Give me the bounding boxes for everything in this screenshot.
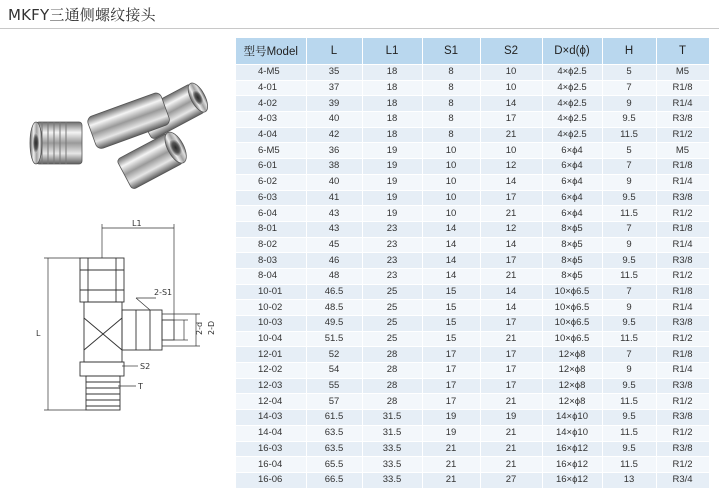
cell-s2: 21 xyxy=(480,127,542,143)
cell-s2: 21 xyxy=(480,331,542,347)
cell-l: 57 xyxy=(306,394,362,410)
cell-model: 8-02 xyxy=(236,237,306,253)
cell-h: 7 xyxy=(602,159,656,175)
cell-model: 12-03 xyxy=(236,378,306,394)
cell-s1: 8 xyxy=(422,127,480,143)
cell-model: 10-04 xyxy=(236,331,306,347)
cell-t: R1/4 xyxy=(656,300,709,316)
cell-dxd: 10×ϕ6.5 xyxy=(542,316,602,332)
cell-l: 54 xyxy=(306,363,362,379)
cell-t: R1/2 xyxy=(656,268,709,284)
table-row xyxy=(236,331,709,347)
cell-l: 42 xyxy=(306,127,362,143)
cell-t: R1/2 xyxy=(656,127,709,143)
cell-l: 36 xyxy=(306,143,362,159)
dim-label-2d-small: 2-d xyxy=(195,321,204,335)
cell-dxd: 16×ϕ12 xyxy=(542,472,602,488)
cell-t: R3/8 xyxy=(656,441,709,457)
cell-l1: 18 xyxy=(362,112,422,128)
table-row xyxy=(236,80,709,96)
cell-l1: 28 xyxy=(362,347,422,363)
cell-model: 12-02 xyxy=(236,363,306,379)
cell-h: 11.5 xyxy=(602,457,656,473)
table-row xyxy=(236,425,709,441)
cell-model: 4-01 xyxy=(236,80,306,96)
cell-dxd: 12×ϕ8 xyxy=(542,347,602,363)
cell-h: 9.5 xyxy=(602,112,656,128)
cell-model: 8-04 xyxy=(236,268,306,284)
product-photo xyxy=(28,72,218,192)
cell-s1: 21 xyxy=(422,441,480,457)
dimension-drawing xyxy=(28,218,228,418)
page-title: MKFY三通侧螺纹接头 xyxy=(8,6,156,24)
cell-s1: 10 xyxy=(422,174,480,190)
cell-s2: 21 xyxy=(480,425,542,441)
dim-label-2d-large: 2-D xyxy=(207,320,216,335)
cell-l1: 23 xyxy=(362,253,422,269)
cell-model: 12-04 xyxy=(236,394,306,410)
table-row xyxy=(236,143,709,159)
cell-s2: 21 xyxy=(480,206,542,222)
cell-l: 52 xyxy=(306,347,362,363)
cell-model: 6-01 xyxy=(236,159,306,175)
cell-h: 5 xyxy=(602,143,656,159)
spec-table-body xyxy=(236,65,709,489)
cell-s1: 17 xyxy=(422,378,480,394)
cell-dxd: 16×ϕ12 xyxy=(542,441,602,457)
cell-model: 14-03 xyxy=(236,410,306,426)
dim-label-2s1: 2-S1 xyxy=(154,288,173,297)
cell-l1: 19 xyxy=(362,143,422,159)
table-row xyxy=(236,378,709,394)
cell-dxd: 10×ϕ6.5 xyxy=(542,300,602,316)
table-row xyxy=(236,347,709,363)
cell-s1: 15 xyxy=(422,316,480,332)
cell-h: 9 xyxy=(602,96,656,112)
cell-l: 45 xyxy=(306,237,362,253)
cell-l: 35 xyxy=(306,65,362,81)
cell-dxd: 4×ϕ2.5 xyxy=(542,65,602,81)
cell-l1: 25 xyxy=(362,284,422,300)
header-l1: L1 xyxy=(362,38,422,65)
cell-t: R1/2 xyxy=(656,394,709,410)
cell-h: 11.5 xyxy=(602,394,656,410)
cell-t: R1/4 xyxy=(656,96,709,112)
cell-t: R1/4 xyxy=(656,363,709,379)
cell-s2: 14 xyxy=(480,237,542,253)
table-row xyxy=(236,174,709,190)
cell-l1: 19 xyxy=(362,174,422,190)
cell-s2: 10 xyxy=(480,65,542,81)
cell-l: 39 xyxy=(306,96,362,112)
cell-dxd: 12×ϕ8 xyxy=(542,394,602,410)
cell-s2: 21 xyxy=(480,441,542,457)
cell-h: 9.5 xyxy=(602,378,656,394)
cell-s1: 10 xyxy=(422,159,480,175)
cell-l: 55 xyxy=(306,378,362,394)
cell-t: R1/8 xyxy=(656,347,709,363)
cell-s1: 17 xyxy=(422,394,480,410)
cell-s2: 21 xyxy=(480,394,542,410)
cell-s2: 10 xyxy=(480,143,542,159)
cell-dxd: 6×ϕ4 xyxy=(542,159,602,175)
cell-t: R3/8 xyxy=(656,316,709,332)
cell-t: R1/2 xyxy=(656,331,709,347)
cell-h: 9 xyxy=(602,237,656,253)
cell-dxd: 14×ϕ10 xyxy=(542,425,602,441)
cell-l1: 18 xyxy=(362,80,422,96)
cell-l1: 28 xyxy=(362,394,422,410)
cell-l: 46.5 xyxy=(306,284,362,300)
cell-model: 6-M5 xyxy=(236,143,306,159)
cell-l1: 25 xyxy=(362,316,422,332)
cell-l1: 25 xyxy=(362,300,422,316)
cell-t: R1/2 xyxy=(656,457,709,473)
cell-dxd: 4×ϕ2.5 xyxy=(542,112,602,128)
cell-t: M5 xyxy=(656,143,709,159)
table-row xyxy=(236,190,709,206)
cell-s1: 15 xyxy=(422,284,480,300)
spec-table xyxy=(236,38,710,489)
header-dxd: D×d(ϕ) xyxy=(542,38,602,65)
cell-model: 6-02 xyxy=(236,174,306,190)
cell-l1: 33.5 xyxy=(362,441,422,457)
cell-s2: 19 xyxy=(480,410,542,426)
cell-s2: 17 xyxy=(480,253,542,269)
dim-label-s2: S2 xyxy=(140,362,151,371)
header-h: H xyxy=(602,38,656,65)
cell-l: 46 xyxy=(306,253,362,269)
cell-dxd: 4×ϕ2.5 xyxy=(542,96,602,112)
cell-model: 10-02 xyxy=(236,300,306,316)
cell-dxd: 8×ϕ5 xyxy=(542,237,602,253)
cell-h: 13 xyxy=(602,472,656,488)
cell-l1: 23 xyxy=(362,221,422,237)
cell-dxd: 8×ϕ5 xyxy=(542,253,602,269)
cell-s2: 17 xyxy=(480,112,542,128)
cell-h: 11.5 xyxy=(602,268,656,284)
cell-h: 11.5 xyxy=(602,206,656,222)
table-row xyxy=(236,394,709,410)
table-row xyxy=(236,237,709,253)
cell-l: 41 xyxy=(306,190,362,206)
cell-dxd: 4×ϕ2.5 xyxy=(542,127,602,143)
cell-s2: 17 xyxy=(480,316,542,332)
cell-t: R1/2 xyxy=(656,206,709,222)
cell-model: 4-04 xyxy=(236,127,306,143)
cell-s1: 10 xyxy=(422,143,480,159)
cell-l: 48 xyxy=(306,268,362,284)
header-l: L xyxy=(306,38,362,65)
cell-model: 4-03 xyxy=(236,112,306,128)
cell-s1: 8 xyxy=(422,80,480,96)
cell-l1: 18 xyxy=(362,65,422,81)
cell-l1: 31.5 xyxy=(362,410,422,426)
cell-l: 65.5 xyxy=(306,457,362,473)
cell-s1: 14 xyxy=(422,253,480,269)
cell-dxd: 12×ϕ8 xyxy=(542,378,602,394)
table-row xyxy=(236,284,709,300)
table-row xyxy=(236,316,709,332)
cell-l1: 19 xyxy=(362,206,422,222)
cell-model: 16-04 xyxy=(236,457,306,473)
cell-dxd: 6×ϕ4 xyxy=(542,190,602,206)
cell-model: 16-03 xyxy=(236,441,306,457)
title-divider xyxy=(0,28,719,29)
cell-dxd: 8×ϕ5 xyxy=(542,221,602,237)
cell-t: M5 xyxy=(656,65,709,81)
cell-l1: 28 xyxy=(362,378,422,394)
cell-s2: 17 xyxy=(480,190,542,206)
cell-s1: 14 xyxy=(422,221,480,237)
cell-model: 16-06 xyxy=(236,472,306,488)
cell-l: 63.5 xyxy=(306,441,362,457)
cell-l1: 23 xyxy=(362,268,422,284)
cell-l: 40 xyxy=(306,112,362,128)
table-row xyxy=(236,96,709,112)
table-row xyxy=(236,253,709,269)
cell-s2: 17 xyxy=(480,347,542,363)
cell-l: 61.5 xyxy=(306,410,362,426)
cell-s2: 14 xyxy=(480,284,542,300)
table-row xyxy=(236,159,709,175)
header-s2: S2 xyxy=(480,38,542,65)
cell-s1: 15 xyxy=(422,331,480,347)
cell-t: R1/8 xyxy=(656,221,709,237)
cell-t: R1/4 xyxy=(656,237,709,253)
spec-table-header xyxy=(236,38,709,65)
cell-s1: 14 xyxy=(422,268,480,284)
cell-dxd: 8×ϕ5 xyxy=(542,268,602,284)
cell-l: 43 xyxy=(306,221,362,237)
cell-s1: 8 xyxy=(422,65,480,81)
cell-t: R3/4 xyxy=(656,472,709,488)
cell-dxd: 10×ϕ6.5 xyxy=(542,284,602,300)
cell-h: 9.5 xyxy=(602,410,656,426)
cell-l1: 19 xyxy=(362,159,422,175)
cell-model: 4-M5 xyxy=(236,65,306,81)
cell-l1: 33.5 xyxy=(362,457,422,473)
cell-s1: 15 xyxy=(422,300,480,316)
table-row xyxy=(236,206,709,222)
table-row xyxy=(236,65,709,81)
cell-s2: 10 xyxy=(480,80,542,96)
cell-s2: 17 xyxy=(480,378,542,394)
cell-s2: 14 xyxy=(480,96,542,112)
dim-label-l1: L1 xyxy=(132,219,142,228)
cell-h: 9.5 xyxy=(602,316,656,332)
cell-model: 6-03 xyxy=(236,190,306,206)
cell-t: R3/8 xyxy=(656,410,709,426)
cell-h: 11.5 xyxy=(602,331,656,347)
cell-dxd: 10×ϕ6.5 xyxy=(542,331,602,347)
cell-l1: 18 xyxy=(362,96,422,112)
cell-model: 6-04 xyxy=(236,206,306,222)
cell-t: R1/4 xyxy=(656,174,709,190)
cell-t: R1/8 xyxy=(656,284,709,300)
cell-l1: 33.5 xyxy=(362,472,422,488)
cell-t: R1/8 xyxy=(656,80,709,96)
cell-h: 7 xyxy=(602,221,656,237)
cell-t: R3/8 xyxy=(656,112,709,128)
dim-label-l: L xyxy=(36,329,41,338)
cell-s1: 21 xyxy=(422,472,480,488)
cell-s1: 21 xyxy=(422,457,480,473)
table-row xyxy=(236,300,709,316)
cell-s1: 10 xyxy=(422,206,480,222)
cell-s1: 17 xyxy=(422,347,480,363)
header-model: 型号Model xyxy=(236,38,306,65)
cell-s1: 17 xyxy=(422,363,480,379)
cell-model: 14-04 xyxy=(236,425,306,441)
cell-l1: 25 xyxy=(362,331,422,347)
cell-t: R3/8 xyxy=(656,378,709,394)
cell-s2: 14 xyxy=(480,300,542,316)
cell-dxd: 6×ϕ4 xyxy=(542,174,602,190)
cell-h: 9 xyxy=(602,300,656,316)
table-row xyxy=(236,472,709,488)
table-row xyxy=(236,221,709,237)
cell-h: 11.5 xyxy=(602,425,656,441)
cell-l1: 19 xyxy=(362,190,422,206)
cell-l: 38 xyxy=(306,159,362,175)
table-row xyxy=(236,112,709,128)
table-row xyxy=(236,363,709,379)
dim-label-t: T xyxy=(138,382,143,391)
cell-model: 10-03 xyxy=(236,316,306,332)
cell-s2: 21 xyxy=(480,268,542,284)
cell-s1: 19 xyxy=(422,425,480,441)
cell-h: 7 xyxy=(602,284,656,300)
cell-model: 10-01 xyxy=(236,284,306,300)
cell-l1: 28 xyxy=(362,363,422,379)
cell-s1: 19 xyxy=(422,410,480,426)
cell-h: 5 xyxy=(602,65,656,81)
cell-h: 9 xyxy=(602,363,656,379)
cell-model: 8-03 xyxy=(236,253,306,269)
table-row xyxy=(236,268,709,284)
cell-h: 9.5 xyxy=(602,441,656,457)
cell-s2: 21 xyxy=(480,457,542,473)
cell-h: 9.5 xyxy=(602,190,656,206)
cell-s1: 8 xyxy=(422,96,480,112)
cell-dxd: 14×ϕ10 xyxy=(542,410,602,426)
cell-dxd: 6×ϕ4 xyxy=(542,143,602,159)
cell-s2: 17 xyxy=(480,363,542,379)
cell-h: 9.5 xyxy=(602,253,656,269)
cell-h: 7 xyxy=(602,80,656,96)
cell-h: 11.5 xyxy=(602,127,656,143)
cell-t: R3/8 xyxy=(656,253,709,269)
cell-t: R1/2 xyxy=(656,425,709,441)
cell-t: R3/8 xyxy=(656,190,709,206)
header-s1: S1 xyxy=(422,38,480,65)
cell-h: 7 xyxy=(602,347,656,363)
table-row xyxy=(236,410,709,426)
table-row xyxy=(236,127,709,143)
header-t: T xyxy=(656,38,709,65)
cell-model: 4-02 xyxy=(236,96,306,112)
cell-s1: 8 xyxy=(422,112,480,128)
cell-dxd: 4×ϕ2.5 xyxy=(542,80,602,96)
cell-h: 9 xyxy=(602,174,656,190)
cell-s1: 10 xyxy=(422,190,480,206)
cell-dxd: 6×ϕ4 xyxy=(542,206,602,222)
cell-t: R1/8 xyxy=(656,159,709,175)
cell-model: 12-01 xyxy=(236,347,306,363)
cell-model: 8-01 xyxy=(236,221,306,237)
cell-dxd: 16×ϕ12 xyxy=(542,457,602,473)
cell-l: 49.5 xyxy=(306,316,362,332)
cell-l1: 18 xyxy=(362,127,422,143)
cell-l1: 31.5 xyxy=(362,425,422,441)
cell-l: 37 xyxy=(306,80,362,96)
cell-s2: 12 xyxy=(480,221,542,237)
cell-l: 51.5 xyxy=(306,331,362,347)
cell-s2: 14 xyxy=(480,174,542,190)
cell-l: 48.5 xyxy=(306,300,362,316)
cell-l: 66.5 xyxy=(306,472,362,488)
cell-s1: 14 xyxy=(422,237,480,253)
cell-s2: 12 xyxy=(480,159,542,175)
cell-l: 43 xyxy=(306,206,362,222)
cell-l: 40 xyxy=(306,174,362,190)
table-row xyxy=(236,441,709,457)
cell-l: 63.5 xyxy=(306,425,362,441)
cell-dxd: 12×ϕ8 xyxy=(542,363,602,379)
cell-s2: 27 xyxy=(480,472,542,488)
cell-l1: 23 xyxy=(362,237,422,253)
